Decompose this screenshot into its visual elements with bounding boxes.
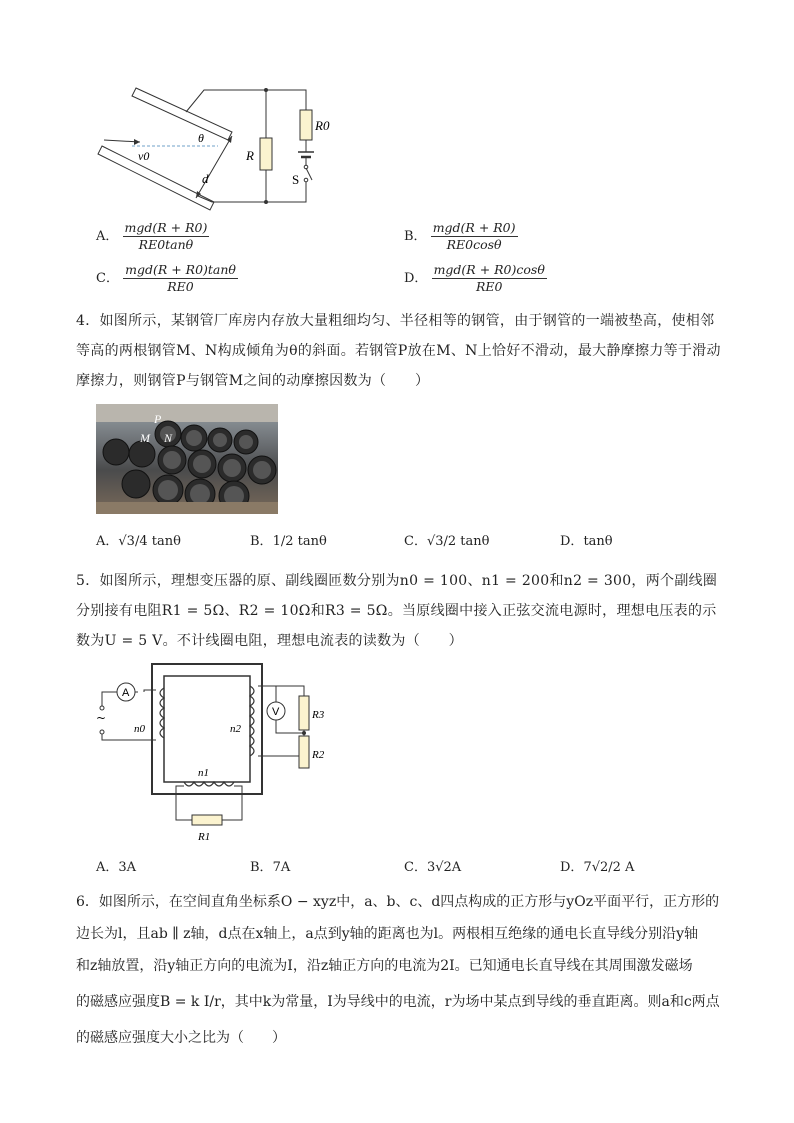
numerator: mgd(R + R0)cosθ	[433, 262, 545, 277]
q5-option-d[interactable]	[560, 856, 634, 875]
option-letter: D．	[560, 860, 584, 875]
wire-bottom	[198, 180, 306, 202]
option-letter: A．	[96, 534, 119, 549]
resistor-R0	[300, 110, 312, 140]
option-value: 3A	[118, 860, 137, 875]
svg-text:N: N	[164, 431, 173, 445]
option-letter: A．	[96, 860, 119, 875]
option-letter: D．	[404, 271, 428, 286]
q5-option-b[interactable]	[250, 856, 290, 875]
resistor-R	[260, 138, 272, 170]
q3-option-b[interactable]	[404, 220, 518, 253]
numerator: mgd(R + R0)tanθ	[125, 262, 236, 277]
option-letter: B．	[250, 860, 273, 875]
option-value: 1/2 tanθ	[272, 534, 327, 549]
svg-text:n1: n1	[198, 767, 209, 779]
q5-option-a[interactable]	[96, 856, 136, 875]
q3-circuit-diagram	[96, 80, 356, 216]
upper-rail	[132, 88, 232, 140]
svg-text:V: V	[272, 706, 280, 718]
svg-text:R2: R2	[312, 749, 325, 761]
svg-text:P: P	[154, 412, 162, 426]
denominator: RE0tanθ	[138, 237, 194, 252]
option-letter: B．	[250, 534, 273, 549]
q6-line-5: 的磁感应强度大小之比为（ ）	[76, 1030, 286, 1046]
option-value: 7√2/2 A	[583, 860, 635, 875]
svg-text:R1: R1	[198, 831, 211, 843]
option-letter: C．	[96, 271, 119, 286]
q4-option-c[interactable]	[404, 530, 489, 549]
numerator: mgd(R + R0)	[124, 220, 208, 235]
q3-option-c[interactable]	[96, 262, 238, 295]
option-value: √3/2 tanθ	[426, 534, 490, 549]
q6-line-1: 6．如图所示，在空间直角坐标系O − xyz中，a、b、c、d四点构成的正方形与yOz平面平行，正方形的	[76, 894, 720, 910]
q3-option-d[interactable]	[404, 262, 547, 295]
q6-line-3: 和z轴放置，沿y轴正方向的电流为I，沿z轴正方向的电流为2I。已知通电长直导线在其周围激发磁场	[76, 958, 693, 974]
option-letter: D．	[560, 534, 584, 549]
q4-question-text: 4．如图所示，某钢管厂库房内存放大量粗细均匀、半径相等的钢管，由于钢管的一端被垫高，使相邻等高的两根钢管M、N构成倾角为θ的斜面。若钢管P放在M、N上恰好不滑动，最大静摩擦力等于滑动摩擦力，则钢管P与钢管M之间的动摩擦因数为（ ）	[76, 313, 721, 389]
option-letter: B．	[404, 229, 427, 244]
svg-text:R: R	[246, 148, 254, 163]
steel-pipes-photo	[96, 404, 278, 514]
svg-text:R0: R0	[315, 118, 330, 133]
svg-text:d: d	[202, 171, 209, 186]
svg-text:n2: n2	[230, 723, 241, 735]
denominator: RE0	[167, 279, 194, 294]
svg-text:n0: n0	[134, 723, 145, 735]
q4-option-d[interactable]	[560, 530, 613, 549]
option-letter: C．	[404, 534, 427, 549]
svg-text:θ: θ	[198, 131, 204, 145]
option-letter: C．	[404, 860, 427, 875]
q5-transformer-diagram	[94, 660, 344, 844]
q5-question-text: 5．如图所示，理想变压器的原、副线圈匝数分别为n0 = 100、n1 = 200和n2 = 300，两个副线圈分别接有电阻R1 = 5Ω、R2 = 10Ω和R3 = 5Ω。当原线圈中接入正弦交流电源时，理想电压表的示数为U = 5 V。不计线圈电阻，理想电流表的读数为（ ）	[76, 573, 718, 649]
svg-text:M: M	[140, 431, 150, 445]
svg-text:v0: v0	[138, 149, 150, 163]
q6-line-2: 边长为l，且ab ∥ z轴，d点在x轴上，a点到y轴的距离也为l。两根相互绝缘的通电长直导线分别沿y轴	[76, 926, 699, 942]
option-value: 3√2A	[426, 860, 462, 875]
option-value: tanθ	[583, 534, 613, 549]
svg-text:A: A	[122, 687, 130, 699]
q4-option-a[interactable]	[96, 530, 181, 549]
wire-top	[186, 90, 306, 112]
svg-text:~: ~	[96, 711, 107, 725]
denominator: RE0cosθ	[446, 237, 502, 252]
lower-rail	[98, 146, 214, 210]
q5-option-c[interactable]	[404, 856, 461, 875]
denominator: RE0	[475, 279, 503, 294]
svg-text:R3: R3	[312, 709, 325, 721]
q3-option-a[interactable]	[96, 220, 209, 253]
q4-option-b[interactable]	[250, 530, 327, 549]
option-value: √3/4 tanθ	[118, 534, 181, 549]
svg-text:S: S	[292, 172, 300, 187]
option-letter: A．	[96, 229, 119, 244]
numerator: mgd(R + R0)	[432, 220, 516, 235]
q6-line-4: 的磁感应强度B = k I/r，其中k为常量，I为导线中的电流，r为场中某点到导线的垂直距离。则a和c两点	[76, 994, 720, 1010]
option-value: 7A	[272, 860, 291, 875]
